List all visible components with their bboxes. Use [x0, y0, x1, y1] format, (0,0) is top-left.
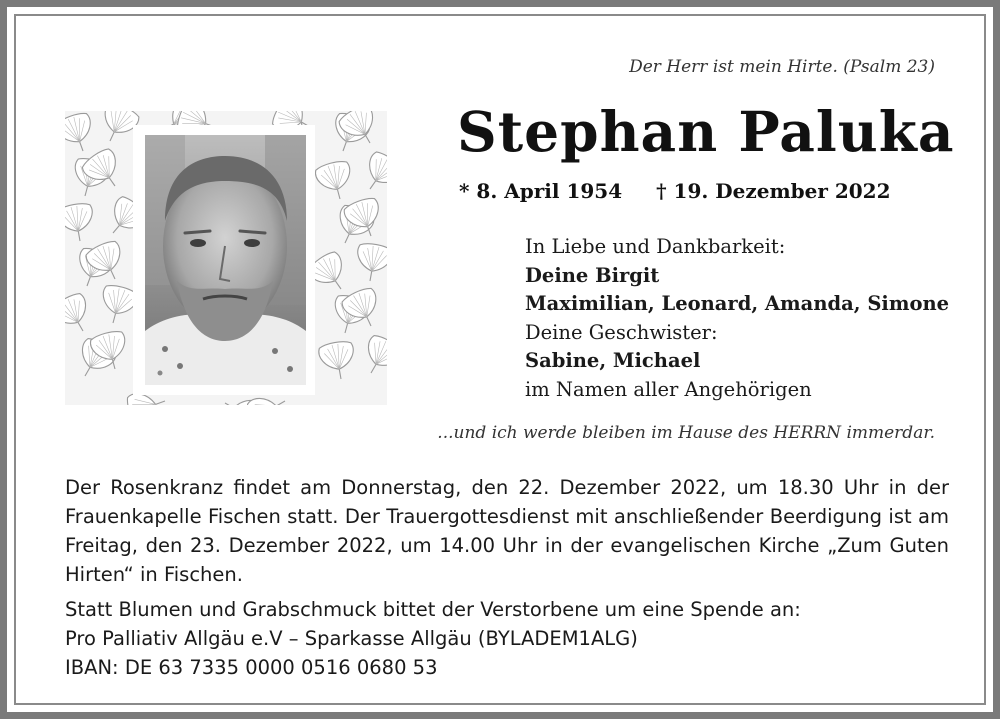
death-date: † 19. Dezember 2022 — [656, 179, 891, 203]
ginkgo-frame-portrait — [65, 111, 387, 405]
psalm-quote: Der Herr ist mein Hirte. (Psalm 23) — [629, 57, 935, 77]
donation-line: Statt Blumen und Grabschmuck bittet der Verstorbene um eine Spende an: — [65, 598, 801, 621]
portrait-image — [145, 135, 306, 385]
mourner-line: Sabine, Michael — [525, 349, 701, 372]
donation-information — [65, 595, 949, 682]
mourner-line: Deine Geschwister: — [525, 320, 718, 344]
service-information — [65, 473, 949, 589]
mourner-line: Maximilian, Leonard, Amanda, Simone — [525, 292, 950, 315]
mourners-list — [525, 233, 949, 404]
closing-quote: ...und ich werde bleiben im Hause des HERRN immerdar. — [437, 423, 935, 443]
mourner-line: Deine Birgit — [525, 263, 660, 287]
donation-line: Pro Palliativ Allgäu e.V – Sparkasse Allgäu (BYLADEM1ALG) — [65, 627, 638, 650]
mourner-line: im Namen aller Angehörigen — [525, 377, 812, 401]
iban-line: IBAN: DE 63 7335 0000 0516 0680 53 — [65, 656, 438, 679]
portrait-photo-frame — [65, 111, 387, 405]
life-dates — [459, 179, 891, 203]
deceased-name: Stephan Paluka — [457, 99, 955, 164]
service-text: Der Rosenkranz findet am Donnerstag, den 22. Dezember 2022, um 18.30 Uhr in der Frauenkapelle Fischen statt. Der Trauergottesdienst mit anschließender Beerdigung ist am Freitag, den 23. Dezember 2022, um 14.00 Uhr in der evangelischen Kirche „Zum Guten Hirten“ in Fischen. — [65, 476, 949, 586]
birth-date: * 8. April 1954 — [459, 179, 623, 203]
mourner-line: In Liebe und Dankbarkeit: — [525, 235, 786, 258]
